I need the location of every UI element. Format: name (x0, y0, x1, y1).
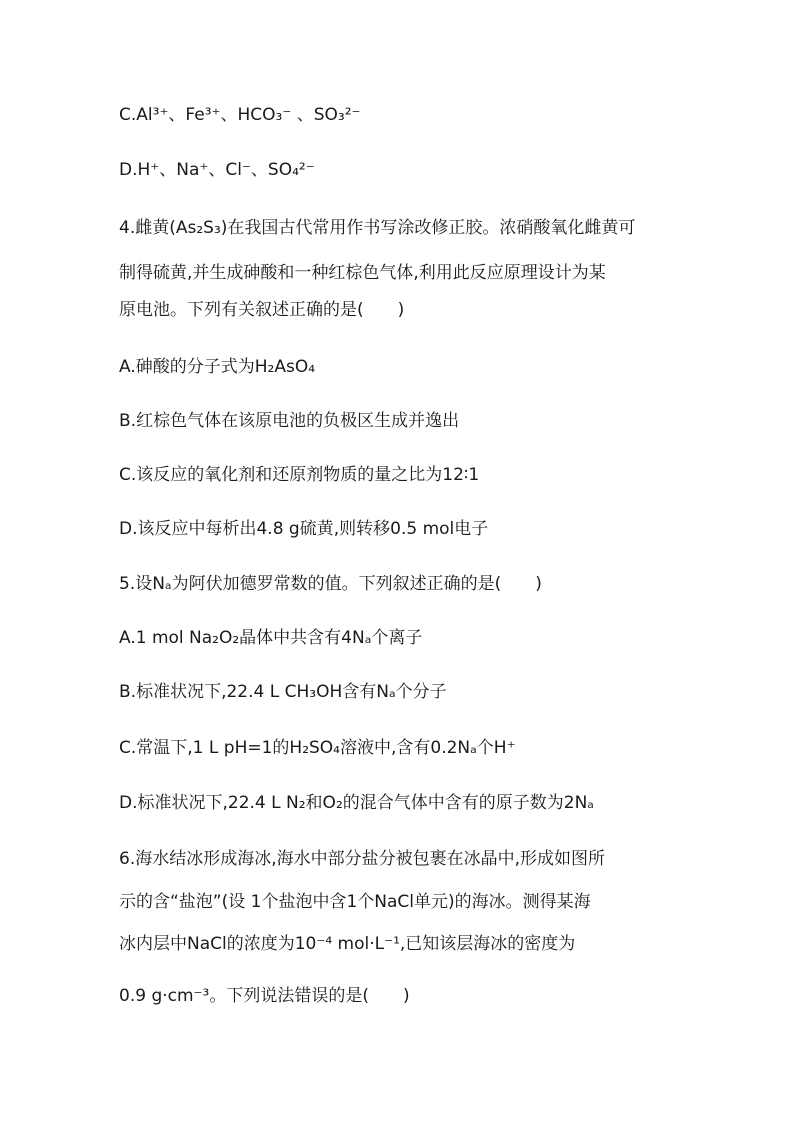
option-d-q3: D.H⁺、Na⁺、Cl⁻、SO₄²⁻ (119, 160, 315, 180)
option-c-q5: C.常温下,1 L pH=1的H₂SO₄溶液中,含有0.2Nₐ个H⁺ (119, 738, 516, 758)
option-b-q5: B.标准状况下,22.4 L CH₃OH含有Nₐ个分子 (119, 682, 447, 702)
question-4-line-2: 制得硫黄,并生成砷酸和一种红棕色气体,利用此反应原理设计为某 (119, 263, 606, 283)
option-a-q5: A.1 mol Na₂O₂晶体中共含有4Nₐ个离子 (119, 628, 423, 648)
option-c-q4: C.该反应的氧化剂和还原剂物质的量之比为12∶1 (119, 465, 480, 485)
option-d-q5: D.标准状况下,22.4 L N₂和O₂的混合气体中含有的原子数为2Nₐ (119, 793, 594, 813)
question-6-line-4: 0.9 g·cm⁻³。下列说法错误的是( ) (119, 986, 410, 1006)
question-6-line-3: 冰内层中NaCl的浓度为10⁻⁴ mol·L⁻¹,已知该层海冰的密度为 (119, 934, 576, 954)
option-b-q4: B.红棕色气体在该原电池的负极区生成并逸出 (119, 411, 460, 431)
option-a-q4: A.砷酸的分子式为H₂AsO₄ (119, 357, 316, 377)
question-6-line-2: 示的含“盐泡”(设 1个盐泡中含1个NaCl单元)的海冰。测得某海 (119, 892, 591, 912)
option-c-q3: C.Al³⁺、Fe³⁺、HCO₃⁻ 、SO₃²⁻ (119, 105, 361, 125)
option-d-q4: D.该反应中每析出4.8 g硫黄,则转移0.5 mol电子 (119, 519, 489, 539)
question-5: 5.设Nₐ为阿伏加德罗常数的值。下列叙述正确的是( ) (119, 574, 542, 594)
question-4-line-1: 4.雌黄(As₂S₃)在我国古代常用作书写涂改修正胶。浓硝酸氧化雌黄可 (119, 218, 636, 238)
question-4-line-3: 原电池。下列有关叙述正确的是( ) (119, 300, 405, 320)
question-6-line-1: 6.海水结冰形成海冰,海水中部分盐分被包裹在冰晶中,形成如图所 (119, 849, 606, 869)
